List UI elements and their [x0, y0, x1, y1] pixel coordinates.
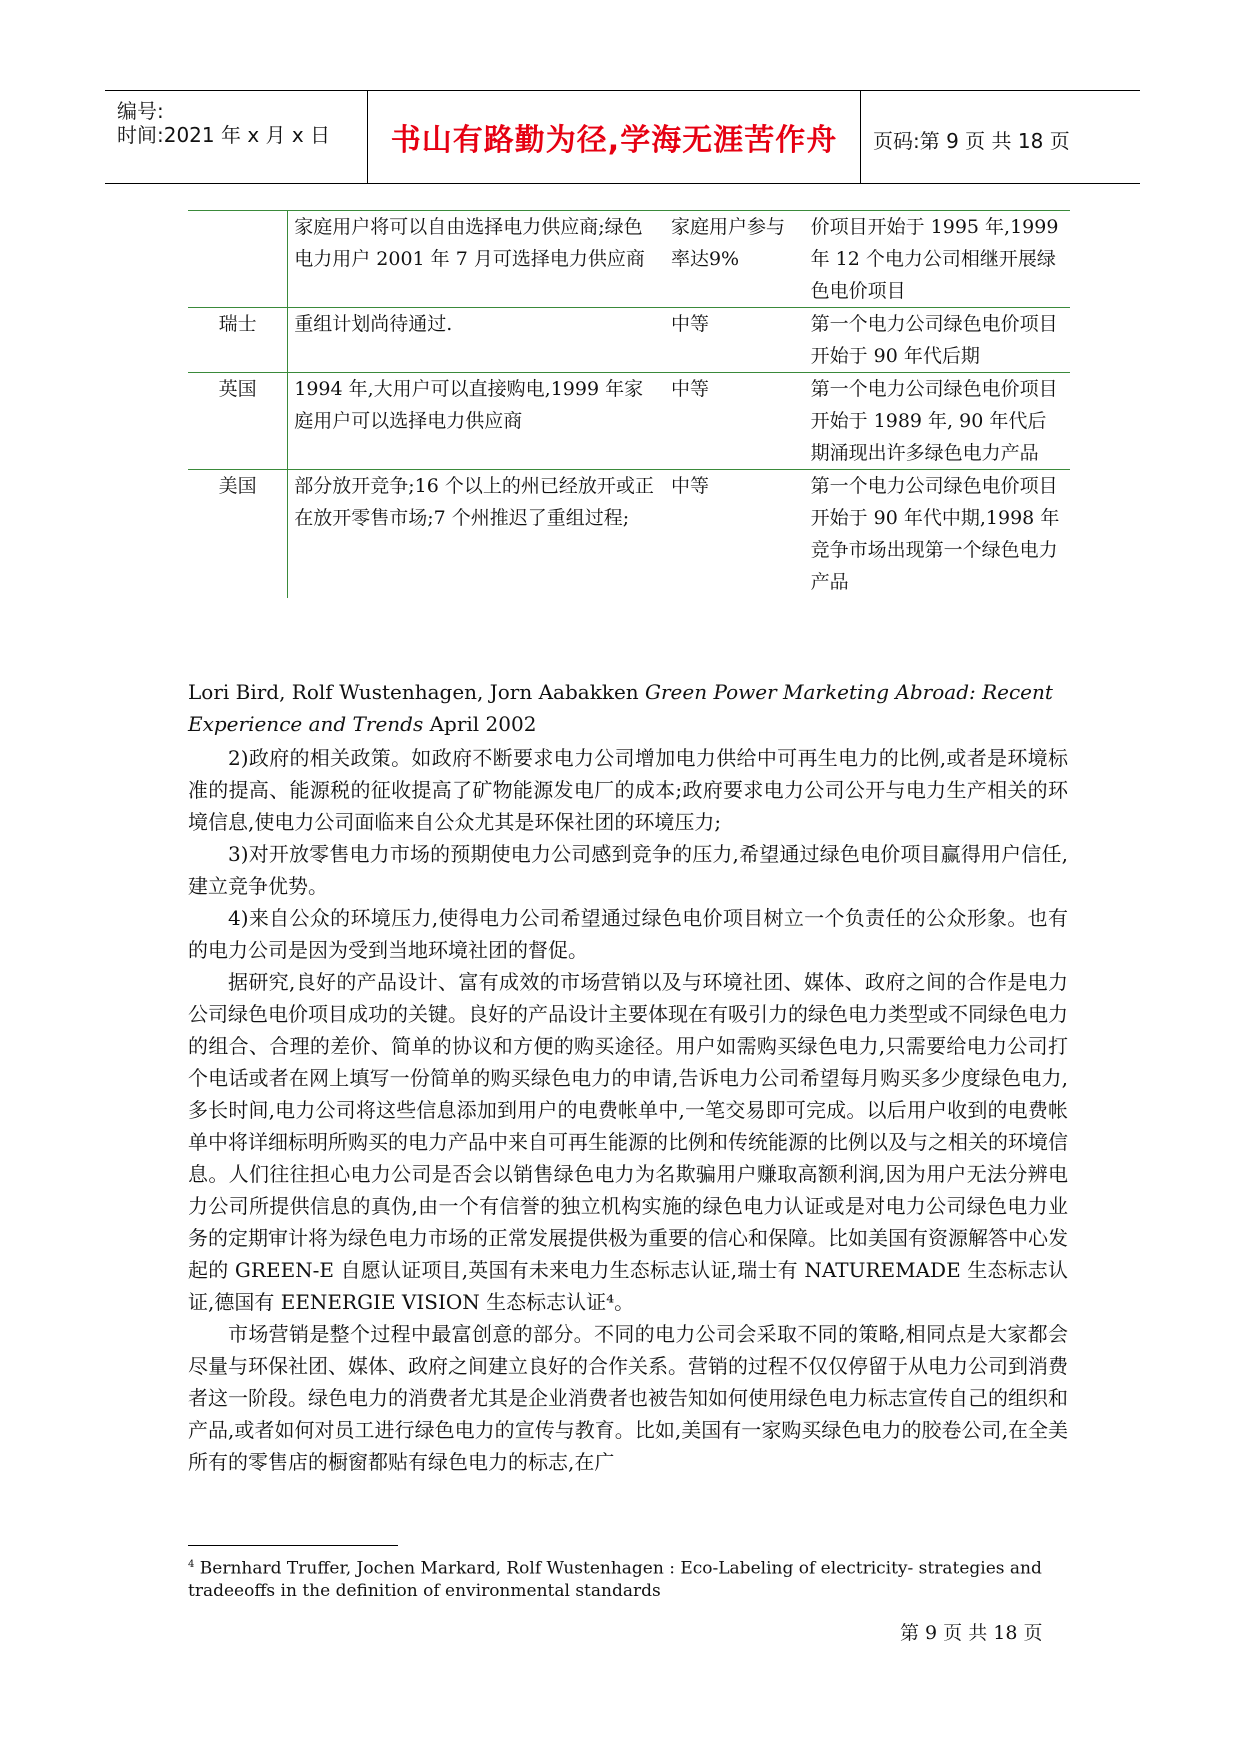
history-cell: 第一个电力公司绿色电价项目开始于 1989 年, 90 年代后期涌现出许多绿色电力产品	[801, 373, 1070, 470]
policy-cell: 重组计划尚待通过.	[288, 308, 665, 373]
footnote	[188, 1554, 1068, 1602]
country-cell: 美国	[188, 470, 288, 599]
page-header	[105, 90, 1140, 184]
header-page-cell	[859, 91, 1140, 183]
level-cell: 家庭用户参与率达9%	[665, 211, 801, 308]
citation-date: April 2002	[423, 712, 537, 736]
history-cell: 第一个电力公司绿色电价项目开始于 90 年代后期	[801, 308, 1070, 373]
policy-cell: 家庭用户将可以自由选择电力供应商;绿色电力用户 2001 年 7 月可选择电力供应商	[288, 211, 665, 308]
table-row	[188, 211, 1070, 308]
country-cell	[188, 211, 288, 308]
country-cell: 英国	[188, 373, 288, 470]
level-cell: 中等	[665, 373, 801, 470]
paragraph: 3)对开放零售电力市场的预期使电力公司感到竞争的压力,希望通过绿色电价项目赢得用户信任,建立竞争优势。	[188, 842, 1068, 898]
body-text	[188, 742, 1068, 1478]
footnote-marker: 4	[188, 1559, 195, 1570]
motto: 书山有路勤为径,学海无涯苦作舟	[390, 123, 838, 158]
history-cell: 第一个电力公司绿色电价项目开始于 90 年代中期,1998 年竞争市场出现第一个绿色电力产品	[801, 470, 1070, 599]
policy-cell: 部分放开竞争;16 个以上的州已经放开或正在放开零售市场;7 个州推迟了重组过程;	[288, 470, 665, 599]
level-cell: 中等	[665, 470, 801, 599]
table-row	[188, 373, 1070, 470]
table-source-citation	[188, 676, 1068, 740]
footnote-text: Bernhard Truffer, Jochen Markard, Rolf Wustenhagen : Eco-Labeling of electricity- strategies and tradeeoffs in the definition of environmental standards	[188, 1558, 1042, 1601]
paragraph: 市场营销是整个过程中最富创意的部分。不同的电力公司会采取不同的策略,相同点是大家都会尽量与环保社团、媒体、政府之间建立良好的合作关系。营销的过程不仅仅停留于从电力公司到消费者这一阶段。绿色电力的消费者尤其是企业消费者也被告知如何使用绿色电力标志宣传自己的组织和产品,或者如何对员工进行绿色电力的宣传与教育。比如,美国有一家购买绿色电力的胶卷公司,在全美所有的零售店的橱窗都贴有绿色电力的标志,在广	[188, 1322, 1068, 1474]
page-footer: 第 9 页 共 18 页	[900, 1622, 1043, 1644]
number-label: 编号:	[117, 99, 164, 123]
level-cell: 中等	[665, 308, 801, 373]
paragraph: 据研究,良好的产品设计、富有成效的市场营销以及与环境社团、媒体、政府之间的合作是电力公司绿色电价项目成功的关键。良好的产品设计主要体现在有吸引力的绿色电力类型或不同绿色电力的组合、合理的差价、简单的协议和方便的购买途径。用户如需购买绿色电力,只需要给电力公司打个电话或者在网上填写一份简单的购买绿色电力的申请,告诉电力公司希望每月购买多少度绿色电力,多长时间,电力公司将这些信息添加到用户的电费帐单中,一笔交易即可完成。以后用户收到的电费帐单中将详细标明所购买的电力产品中来自可再生能源的比例和传统能源的比例以及与之相关的环境信息。人们往往担心电力公司是否会以销售绿色电力为名欺骗用户赚取高额利润,因为用户无法分辨电力公司所提供信息的真伪,由一个有信誉的独立机构实施的绿色电力认证或是对电力公司绿色电力业务的定期审计将为绿色电力市场的正常发展提供极为重要的信心和保障。比如美国有资源解答中心发起的 GREEN-E 自愿认证项目,英国有未来电力生态标志认证,瑞士有 NATUREMADE 生态标志认证,德国有 EENERGIE VISION 生态标志认证⁴。	[188, 970, 1068, 1314]
table-row	[188, 308, 1070, 373]
header-page-number: 页码:第 9 页 共 18 页	[873, 129, 1070, 153]
paragraph: 4)来自公众的环境压力,使得电力公司希望通过绿色电价项目树立一个负责任的公众形象。也有的电力公司是因为受到当地环境社团的督促。	[188, 906, 1068, 962]
header-motto-cell	[367, 91, 861, 183]
citation-authors: Lori Bird, Rolf Wustenhagen, Jorn Aabakken	[188, 680, 646, 704]
header-meta	[105, 91, 367, 183]
time-label: 时间:2021 年 x 月 x 日	[117, 123, 331, 147]
table-row	[188, 470, 1070, 599]
history-cell: 价项目开始于 1995 年,1999 年 12 个电力公司相继开展绿色电价项目	[801, 211, 1070, 308]
country-cell: 瑞士	[188, 308, 288, 373]
citation-title: Green Power Marketing Abroad: Recent Experience and Trends	[188, 680, 1053, 736]
policy-cell: 1994 年,大用户可以直接购电,1999 年家庭用户可以选择电力供应商	[288, 373, 665, 470]
market-comparison-table	[188, 210, 1070, 598]
paragraph: 2)政府的相关政策。如政府不断要求电力公司增加电力供给中可再生电力的比例,或者是环境标准的提高、能源税的征收提高了矿物能源发电厂的成本;政府要求电力公司公开与电力生产相关的环境信息,使电力公司面临来自公众尤其是环保社团的环境压力;	[188, 746, 1068, 834]
footnote-divider	[188, 1545, 398, 1546]
